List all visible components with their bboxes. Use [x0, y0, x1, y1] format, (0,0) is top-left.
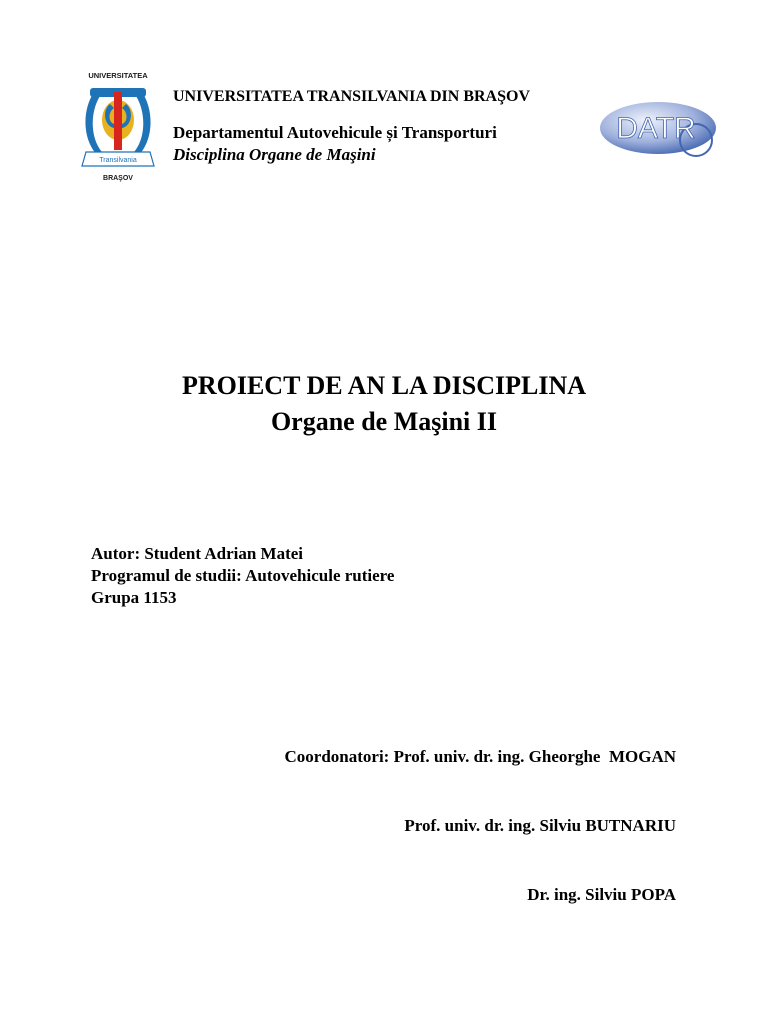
logo-blue-arc-right: [134, 92, 151, 156]
document-header: [173, 86, 593, 166]
title-line-1: PROIECT DE AN LA DISCIPLINA: [181, 371, 587, 400]
discipline-name: Disciplina Organe de Maşini: [173, 145, 376, 164]
datr-logo-text: DATR: [616, 112, 696, 145]
logo-blue-arc: [85, 92, 102, 156]
group-number: Grupa 1153: [91, 588, 177, 607]
coordinator-1: Coordonatori: Prof. univ. dr. ing. Gheorghe MOGAN: [284, 747, 676, 766]
study-program: Programul de studii: Autovehicule rutiere: [91, 566, 395, 585]
title-line-2: Organe de Maşini II: [270, 407, 498, 436]
author-name: Autor: Student Adrian Matei: [91, 544, 304, 563]
coordinator-3: Dr. ing. Silviu POPA: [527, 885, 676, 904]
logo-top-text: UNIVERSITATEA: [88, 71, 148, 80]
university-name: UNIVERSITATEA TRANSILVANIA DIN BRAŞOV: [173, 88, 530, 105]
logo-bottom-text: BRAŞOV: [103, 175, 133, 182]
department-name: Departamentul Autovehicule și Transporturi: [173, 123, 497, 142]
coordinators-info: [285, 699, 676, 929]
logo-ribbon-text: Transilvania: [99, 157, 137, 164]
datr-logo: [596, 96, 726, 160]
coordinator-2: Prof. univ. dr. ing. Silviu BUTNARIU: [404, 816, 676, 835]
logo-t-stem: [114, 92, 122, 150]
university-logo: [80, 70, 156, 186]
author-info: [91, 543, 394, 609]
project-title: [0, 368, 768, 440]
